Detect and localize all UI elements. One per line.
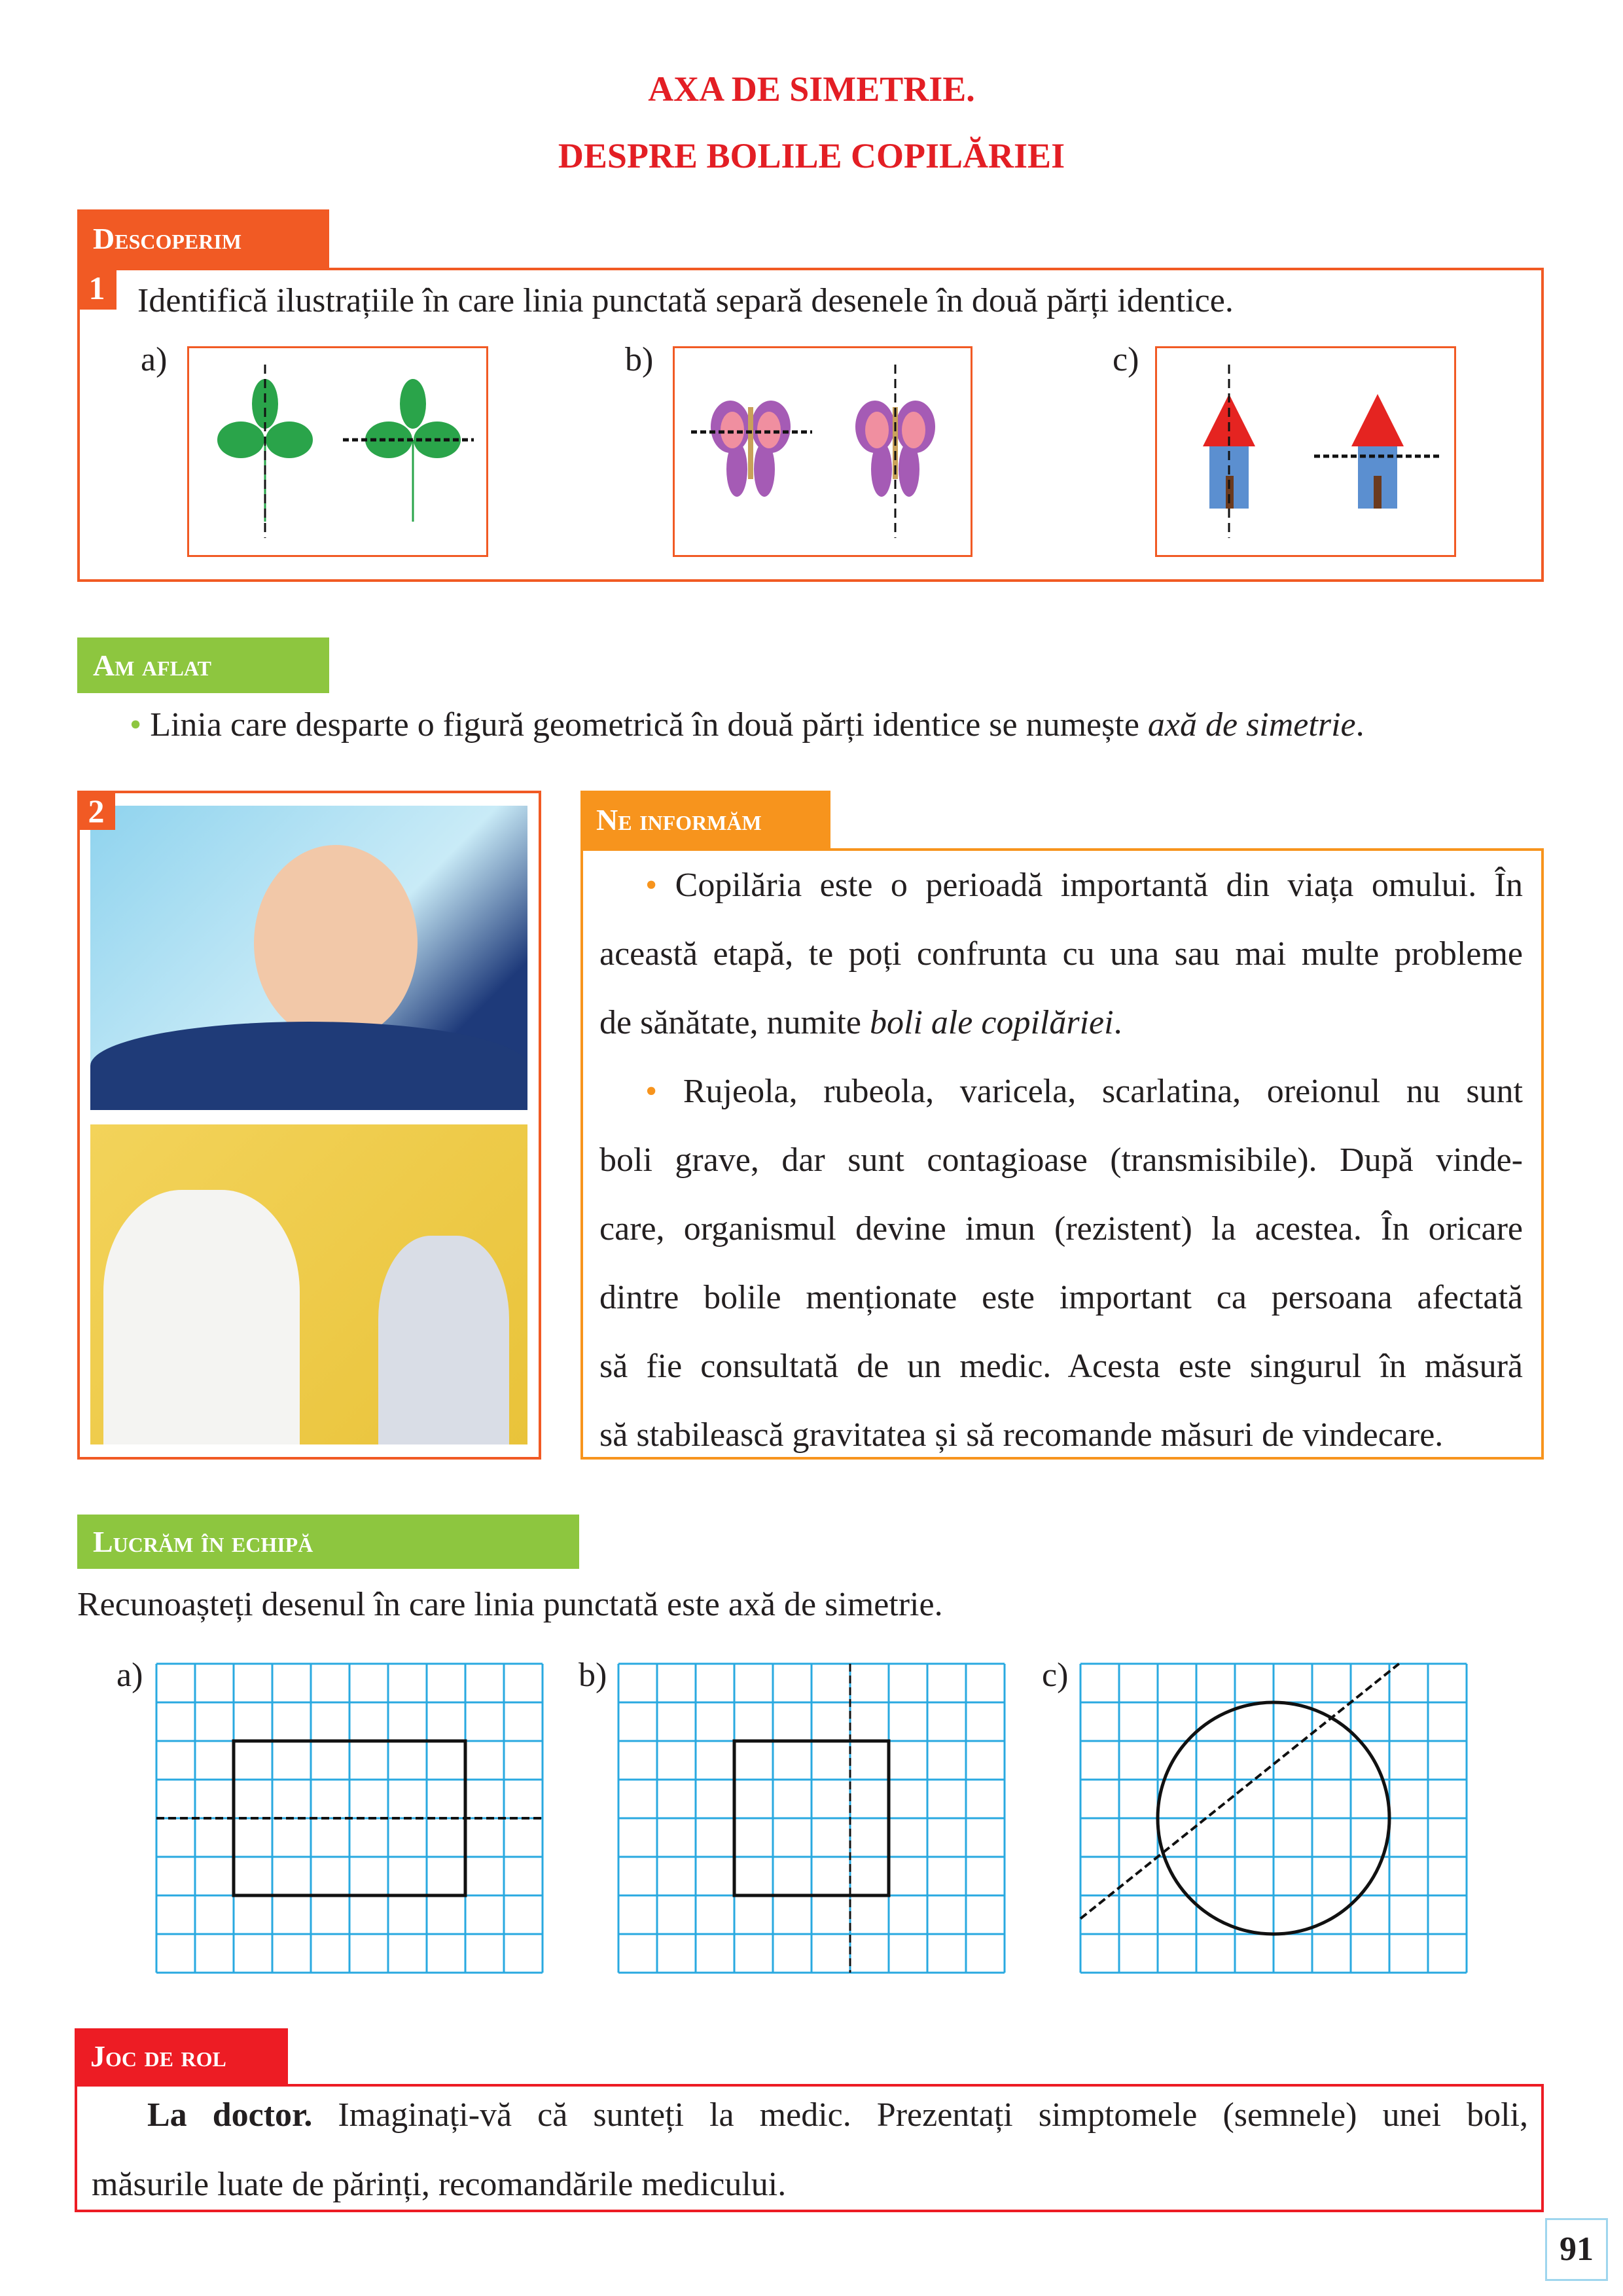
page-title-line2: DESPRE BOLILE COPILĂRIEI bbox=[558, 136, 1065, 175]
section-tab-lucram: Lucrăm în echipă bbox=[77, 1515, 579, 1569]
definition-term: axă de simetrie bbox=[1147, 706, 1356, 744]
section-tab-descoperim: Descoperim bbox=[77, 209, 329, 268]
grid-rectangle-horizontal-axis[interactable] bbox=[155, 1662, 544, 1974]
clover-icon bbox=[189, 348, 486, 555]
doctor-visit-photo bbox=[90, 1124, 527, 1444]
house-icon bbox=[1157, 348, 1454, 555]
sick-child-photo bbox=[90, 806, 527, 1110]
info-line bbox=[599, 988, 1523, 1057]
page-number: 91 bbox=[1545, 2218, 1608, 2281]
exercise-number-2: 2 bbox=[77, 791, 115, 830]
clover-illustration[interactable] bbox=[187, 346, 488, 557]
role-play-line-2: măsurile luate de părinți, recomandările medicului. bbox=[92, 2166, 787, 2203]
info-line: Copilăria este o perioadă importantă din viața omului. În bbox=[675, 867, 1524, 904]
definition-text bbox=[130, 706, 1364, 744]
grid-circle-diagonal-axis[interactable] bbox=[1079, 1662, 1468, 1974]
item-label-c: c) bbox=[1113, 341, 1139, 378]
definition-body: Linia care desparte o figură geometrică în două părți identice se numește bbox=[150, 706, 1148, 744]
butterfly-icon bbox=[675, 348, 971, 555]
info-line: să stabilească gravitatea și să recomande măsuri de vindecare. bbox=[599, 1416, 1444, 1454]
item-label-b: b) bbox=[625, 341, 654, 378]
info-line: Rujeola, rubeola, varicela, scarlatina, oreionul nu sunt bbox=[683, 1073, 1524, 1110]
butterfly-illustration[interactable] bbox=[673, 346, 972, 557]
info-line: dintre bolile menționate este important ca persoana afectată bbox=[599, 1279, 1523, 1316]
info-line: să fie consultată de un medic. Acesta este singurul în măsură bbox=[599, 1348, 1523, 1385]
grid-label-c: c) bbox=[1042, 1657, 1069, 1694]
page-title-line1: AXA DE SIMETRIE. bbox=[648, 69, 975, 109]
grid-rectangle-vertical-axis[interactable] bbox=[617, 1662, 1006, 1974]
section-tab-joc-de-rol: Joc de rol bbox=[75, 2028, 288, 2084]
house-illustration[interactable] bbox=[1155, 346, 1456, 557]
info-box bbox=[580, 848, 1544, 1460]
item-label-a: a) bbox=[141, 341, 168, 378]
exercise-number: 1 bbox=[77, 268, 116, 310]
exercise-1-instruction: Identifică ilustrațiile în care linia punctată separă desenele în două părți identice. bbox=[137, 282, 1234, 319]
info-term: boli ale copilăriei bbox=[869, 1004, 1114, 1041]
role-play-title: La doctor. bbox=[147, 2096, 313, 2134]
definition-end: . bbox=[1355, 706, 1364, 744]
bullet: • bbox=[130, 706, 142, 744]
info-line: care, organismul devine imun (rezistent) la acestea. În oricare bbox=[599, 1210, 1523, 1247]
info-text: de sănătate, numite bbox=[599, 1004, 870, 1041]
info-line: această etapă, te poți confrunta cu una sau mai multe probleme bbox=[599, 935, 1523, 973]
info-text: . bbox=[1113, 1004, 1122, 1041]
team-instruction: Recunoașteți desenul în care linia punctată este axă de simetrie. bbox=[77, 1586, 943, 1623]
role-play-line-1 bbox=[147, 2096, 1528, 2134]
bullet: • bbox=[645, 1073, 658, 1110]
grid-label-b: b) bbox=[579, 1657, 607, 1694]
info-line: boli grave, dar sunt contagioase (transmisibile). După vinde- bbox=[599, 1141, 1523, 1179]
section-tab-am-aflat: Am aflat bbox=[77, 637, 329, 693]
role-play-text: Imaginați-vă că sunteți la medic. Prezentați simptomele (semnele) unei boli, bbox=[312, 2096, 1528, 2134]
bullet: • bbox=[645, 867, 658, 904]
section-tab-ne-informam: Ne informăm bbox=[580, 791, 830, 848]
grid-label-a: a) bbox=[116, 1657, 143, 1694]
